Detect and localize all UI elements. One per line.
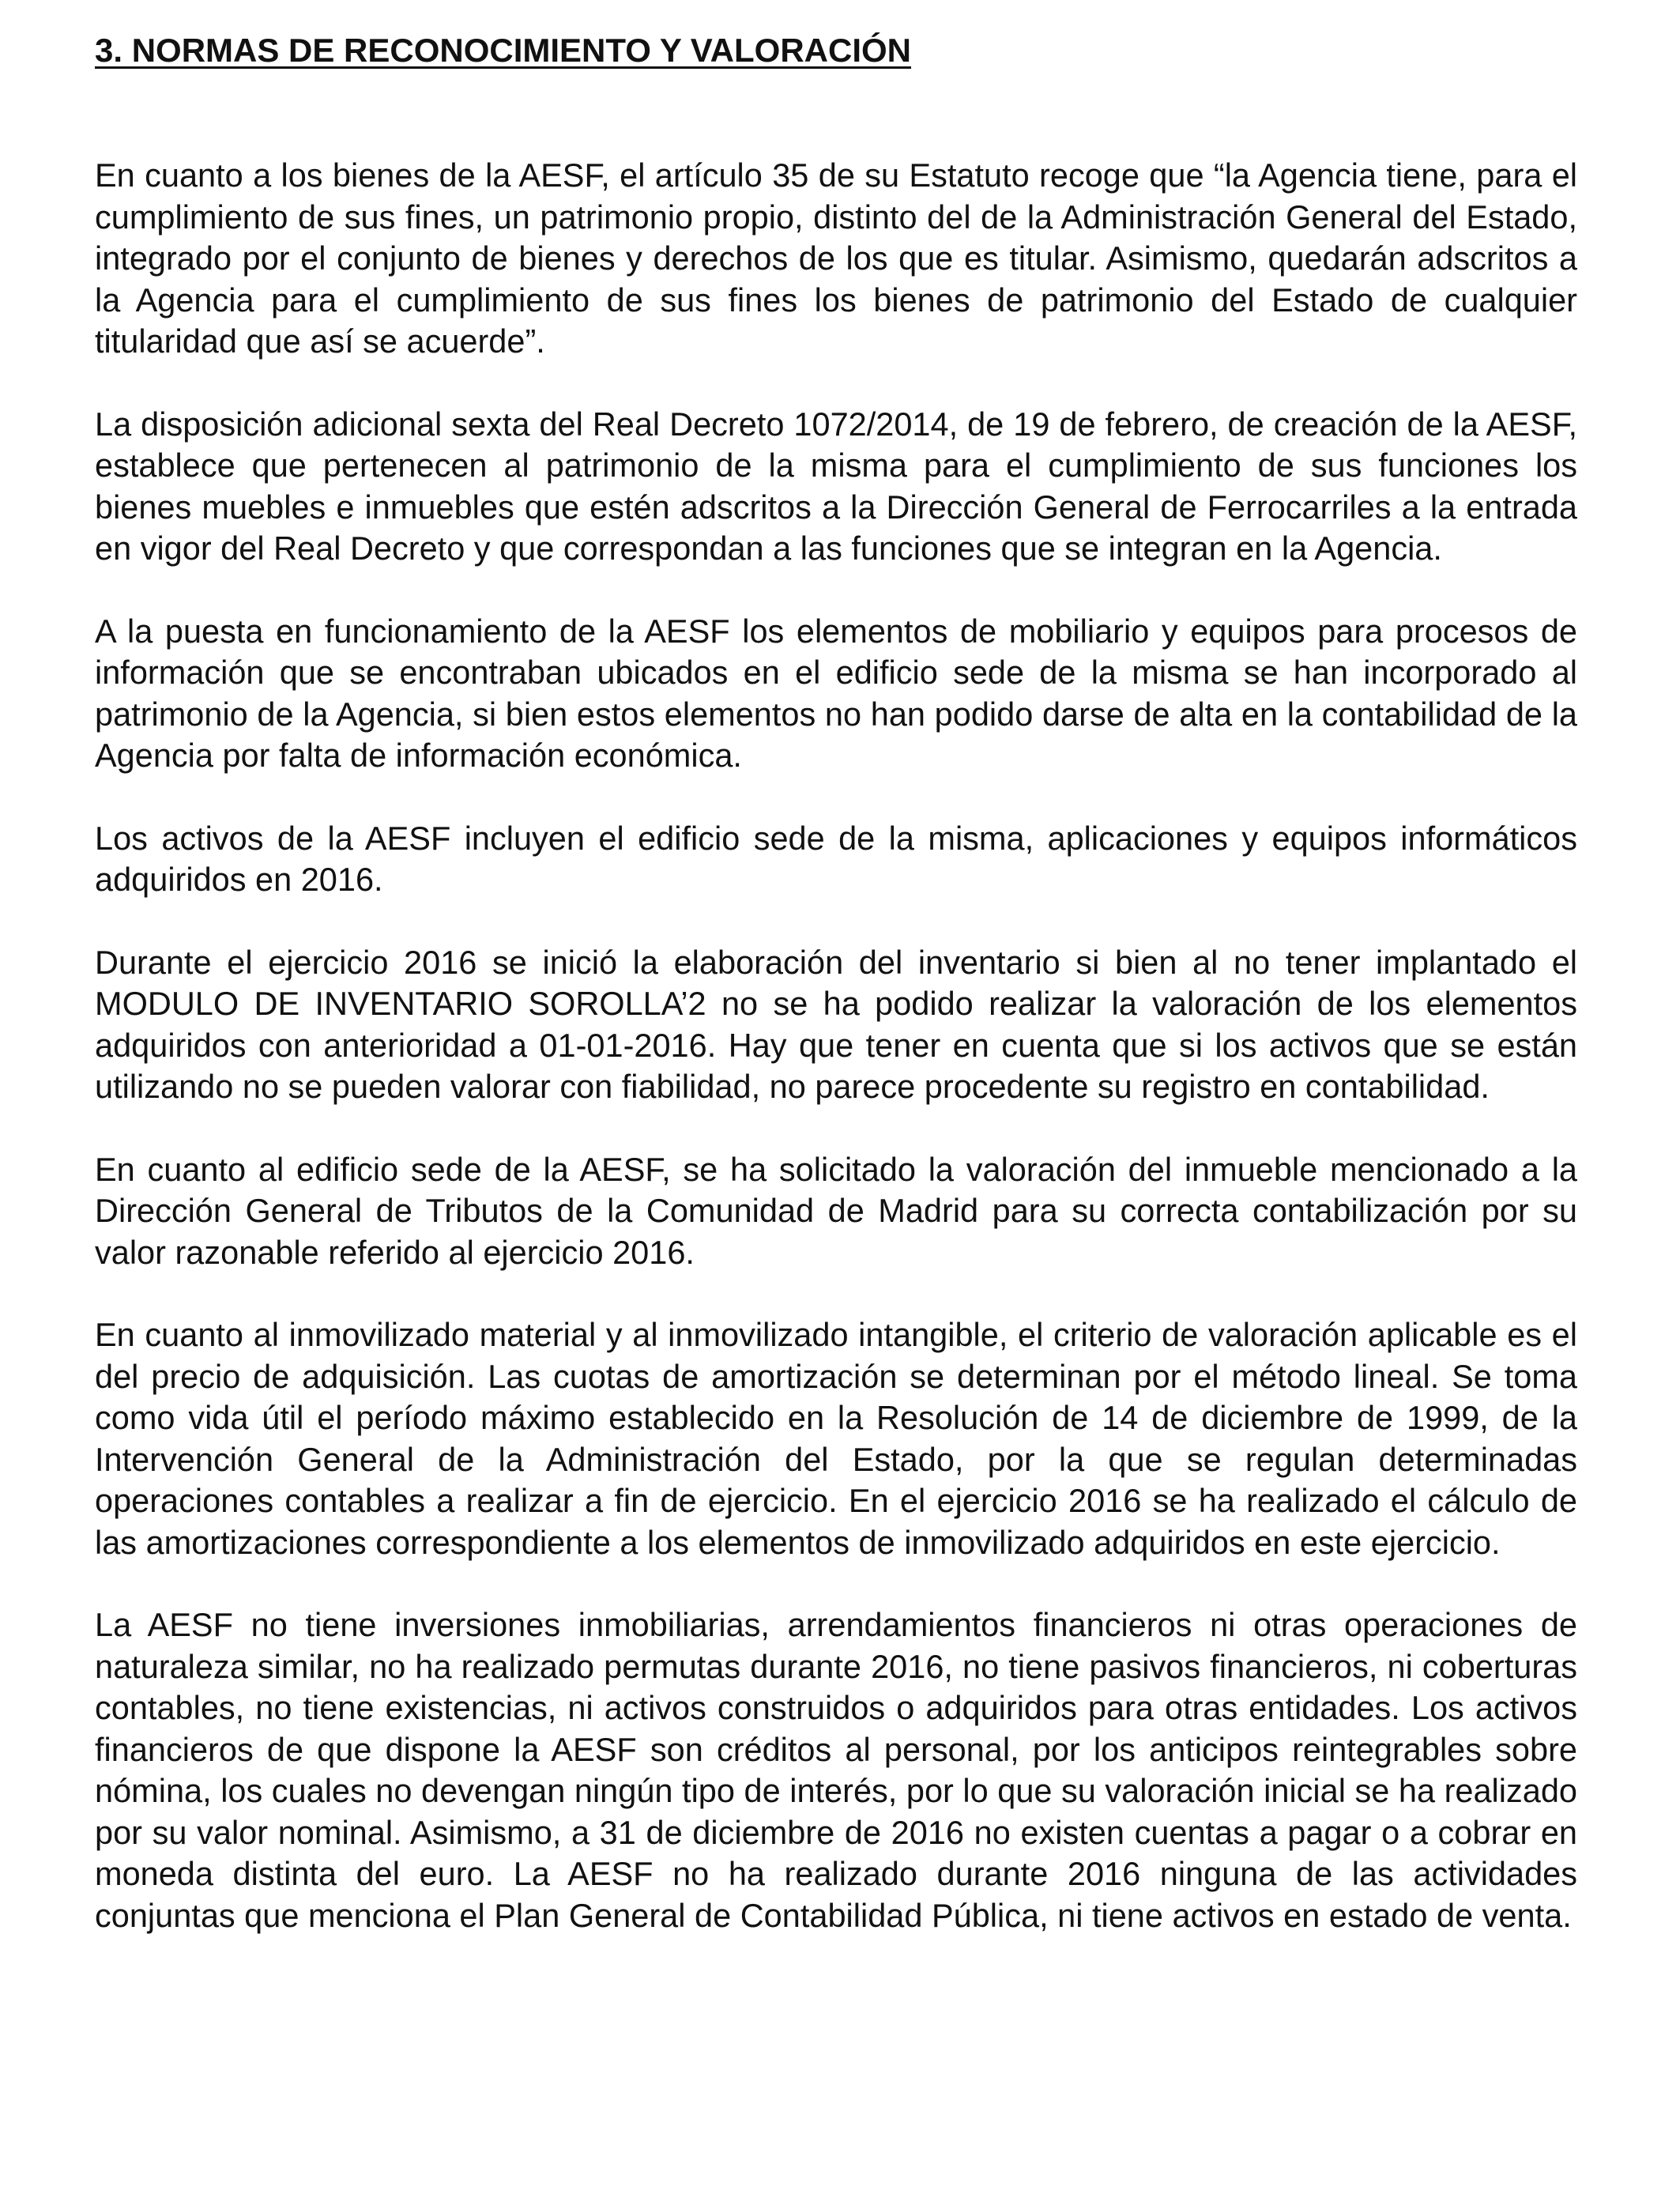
paragraph-otras-operaciones: La AESF no tiene inversiones inmobiliarias, arrendamientos financieros ni otras operaciones de naturaleza similar, no ha realizado permutas durante 2016, no tiene pasivos financieros, ni coberturas contables, no tiene existencias, ni activos construidos o adquiridos para otras entidades. Los activos financieros de que dispone la AESF son créditos al personal, por los anticipos reintegrables sobre nómina, los cuales no devengan ningún tipo de interés, por lo que su valoración inicial se ha realizado por su valor nominal. Asimismo, a 31 de diciembre de 2016 no existen cuentas a pagar o a cobrar en moneda distinta del euro. La AESF no ha realizado durante 2016 ninguna de las actividades conjuntas que menciona el Plan General de Contabilidad Pública, ni tiene activos en estado de venta. <box>95 1606 1577 1934</box>
paragraph-inmovilizado: En cuanto al inmovilizado material y al inmovilizado intangible, el criterio de valoración aplicable es el del precio de adquisición. Las cuotas de amortización se determinan por el método lineal. Se toma como vida útil el período máximo establecido en la Resolución de 14 de diciembre de 1999, de la Intervención General de la Administración del Estado, por la que se regulan determinadas operaciones contables a realizar a fin de ejercicio. En el ejercicio 2016 se ha realizado el cálculo de las amortizaciones correspondiente a los elementos de inmovilizado adquiridos en este ejercicio. <box>95 1316 1577 1561</box>
document-page <box>95 28 1577 1977</box>
paragraph-puesta-en-funcionamiento: A la puesta en funcionamiento de la AESF los elementos de mobiliario y equipos para procesos de información que se encontraban ubicados en el edificio sede de la misma se han incorporado al patrimonio de la Agencia, si bien estos elementos no han podido darse de alta en la contabilidad de la Agencia por falta de información económica. <box>95 612 1577 774</box>
paragraph-activos: Los activos de la AESF incluyen el edificio sede de la misma, aplicaciones y equipos informáticos adquiridos en 2016. <box>95 819 1577 898</box>
section-heading: 3. NORMAS DE RECONOCIMIENTO Y VALORACIÓN <box>95 32 911 69</box>
paragraph-inventario: Durante el ejercicio 2016 se inició la elaboración del inventario si bien al no tener implantado el MODULO DE INVENTARIO SOROLLA’2 no se ha podido realizar la valoración de los elementos adquiridos con anterioridad a 01-01-2016. Hay que tener en cuenta que si los activos que se están utilizando no se pueden valorar con fiabilidad, no parece procedente su registro en contabilidad. <box>95 943 1577 1105</box>
paragraph-edificio-sede: En cuanto al edificio sede de la AESF, se ha solicitado la valoración del inmueble mencionado a la Dirección General de Tributos de la Comunidad de Madrid para su correcta contabilización por su valor razonable referido al ejercicio 2016. <box>95 1150 1577 1271</box>
paragraph-bienes-aesf: En cuanto a los bienes de la AESF, el artículo 35 de su Estatuto recoge que “la Agencia tiene, para el cumplimiento de sus fines, un patrimonio propio, distinto del de la Administración General del Estado, integrado por el conjunto de bienes y derechos de los que es titular. Asimismo, quedarán adscritos a la Agencia para el cumplimiento de sus fines los bienes de patrimonio del Estado de cualquier titularidad que así se acuerde”. <box>95 156 1577 360</box>
paragraph-disposicion-adicional: La disposición adicional sexta del Real Decreto 1072/2014, de 19 de febrero, de creación de la AESF, establece que pertenecen al patrimonio de la misma para el cumplimiento de sus funciones los bienes muebles e inmuebles que estén adscritos a la Dirección General de Ferrocarriles a la entrada en vigor del Real Decreto y que correspondan a las funciones que se integran en la Agencia. <box>95 405 1577 567</box>
